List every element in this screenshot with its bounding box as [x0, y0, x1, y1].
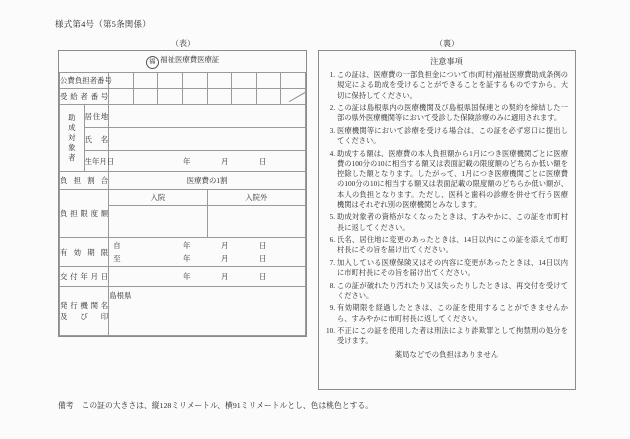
table-row	[60, 105, 306, 128]
label-char: 号	[100, 92, 109, 101]
birthdate-label	[84, 151, 115, 172]
notice-text: この証は、医療費の一部負担金について市(町村)福祉医療費助成条例の規定による助成を受けることができることを証するものですから、大切に保持してください。	[337, 71, 568, 100]
recipient-number-digit-cell[interactable]	[133, 89, 158, 105]
label-char: 名	[100, 301, 109, 310]
notice-text: 加入している医療保険又はその内容に変更があったときは、14日以内に市町村長にその旨を届け出てください。	[337, 258, 568, 278]
label-char: 発	[60, 301, 68, 310]
list-item	[325, 235, 568, 256]
label-char: 費	[67, 76, 75, 85]
label-char: び	[80, 312, 88, 321]
label-char: 担	[73, 176, 81, 185]
footnote	[58, 400, 373, 411]
year-marker: 年	[183, 272, 191, 281]
notice-number: 9.	[329, 304, 335, 313]
to-prefix: 至	[113, 254, 121, 263]
notice-number: 10.	[325, 327, 335, 336]
label-char: 年	[80, 272, 88, 281]
list-item	[325, 303, 568, 324]
label-char: 生	[84, 156, 92, 166]
copayment-limit-value-outpatient[interactable]	[207, 206, 305, 238]
label-char: 期	[87, 247, 95, 257]
label-char: 割	[87, 176, 95, 185]
notice-number: 1.	[329, 71, 335, 79]
validity-period-label	[60, 238, 109, 267]
label-char: 限	[80, 209, 88, 218]
label-char: 対	[68, 133, 76, 142]
residence-value[interactable]	[109, 105, 306, 128]
notice-text: 助成する額は、医療費の本人負担額から1月につき医療機関ごとに医療費の100分の10に相当する額又は表面記載の限度額のどちらか低い額を控除した額となります。したがって、1月につき医療機関ごとに医療費の100分の10に相当する額又は表面記載の限度額のどちらか低い額が、本人の負担となります。ただし、医科と歯科の診療を併せて行う医療機関はそれぞれ別の医療機関とみなします。	[337, 149, 568, 209]
label-char: 成	[68, 123, 76, 133]
label-char: 受	[60, 92, 68, 101]
table-row	[60, 128, 306, 151]
label-char: 者	[80, 92, 88, 101]
label-char: 担	[82, 76, 90, 85]
label-char: 居	[84, 111, 92, 121]
public-payer-number-digit-cell[interactable]	[109, 73, 134, 89]
fuku-badge-icon: 福	[146, 56, 159, 69]
year-marker: 年	[183, 156, 191, 166]
label-char: 番	[90, 92, 98, 101]
public-payer-number-digit-cell[interactable]	[133, 73, 158, 89]
label-char: 額	[100, 209, 109, 218]
list-item	[325, 212, 568, 233]
validity-period-value[interactable]	[109, 238, 306, 267]
name-label	[84, 128, 109, 151]
copayment-limit-column-header-outpatient: 入院外	[207, 190, 305, 206]
list-item	[325, 326, 568, 347]
issuing-organization-value: 島根県	[109, 287, 306, 336]
public-payer-number-digit-cell[interactable]	[256, 73, 281, 89]
birthdate-value[interactable]	[106, 151, 306, 172]
label-char: 月	[90, 272, 98, 281]
year-marker: 年	[183, 241, 191, 250]
public-payer-number-label	[60, 73, 112, 89]
recipient-number-digit-cell[interactable]	[207, 89, 232, 105]
notice-text: 不正にこの証を使用した者は刑法により詐欺罪として拘禁刑の処分を受けます。	[337, 327, 568, 346]
label-char: 及	[60, 312, 68, 321]
certificate-title-cell	[60, 51, 306, 73]
label-char: 限	[100, 247, 109, 257]
list-item	[325, 70, 568, 101]
recipient-number-label	[60, 89, 109, 105]
month-marker: 月	[221, 254, 229, 263]
label-char: 名	[100, 134, 109, 144]
notice-number: 5.	[329, 213, 335, 222]
label-char: 公	[60, 76, 68, 85]
public-payer-number-digit-cell[interactable]	[207, 73, 232, 89]
certificate-front-table	[59, 51, 306, 336]
notice-text: この証が破れたり汚れたり又は失ったりしたときは、再交付を受けてください。	[337, 281, 568, 300]
issuing-organization-label	[60, 287, 109, 336]
front-side-caption: （表）	[171, 39, 195, 48]
recipient-number-struck-cell	[281, 89, 306, 105]
table-row	[60, 73, 306, 89]
year-marker: 年	[183, 254, 191, 263]
month-marker: 月	[221, 156, 229, 166]
day-marker: 日	[259, 156, 267, 166]
copayment-limit-value-inpatient[interactable]	[109, 206, 207, 238]
label-char: 日	[100, 272, 109, 281]
notice-number: 6.	[329, 236, 335, 245]
recipient-number-digit-cell[interactable]	[232, 89, 257, 105]
list-item	[325, 258, 568, 279]
public-payer-number-digit-cell[interactable]	[182, 73, 207, 89]
notice-text: この証は島根県内の医療機関及び島根県国保連との契約を締結した一部の県外医療機関等において受診した保険診療のみに適用されます。	[337, 104, 568, 123]
label-char: 関	[90, 301, 98, 310]
label-char: 月	[99, 156, 107, 166]
notice-number: 4.	[329, 149, 335, 158]
recipient-number-digit-cell[interactable]	[256, 89, 281, 105]
recipient-number-digit-cell[interactable]	[158, 89, 183, 105]
label-char: 日	[106, 156, 115, 166]
recipient-number-digit-cell[interactable]	[109, 89, 134, 105]
list-item	[325, 281, 568, 302]
label-char: 度	[90, 209, 98, 218]
day-marker: 日	[259, 272, 267, 281]
form-number: 様式第4号（第5条関係）	[55, 19, 151, 29]
subject-vertical-label	[60, 105, 85, 172]
copayment-ratio-label	[60, 172, 109, 190]
label-char: 地	[100, 111, 109, 121]
footnote-label: 備考	[58, 401, 74, 410]
back-side-caption: （裏）	[435, 39, 459, 48]
name-value[interactable]	[109, 128, 306, 151]
label-char: 合	[100, 176, 109, 185]
pharmacy-note: 薬局などでの負担はありません	[394, 349, 499, 359]
list-item	[325, 126, 568, 147]
label-char: 機	[80, 301, 88, 310]
table-row	[60, 89, 306, 105]
month-marker: 月	[221, 272, 229, 281]
month-marker: 月	[221, 241, 229, 250]
issue-date-label	[60, 267, 109, 287]
notice-text: 氏名、居住地に変更のあったときは、14日以内にこの証を添えて市町村長にその旨を届け出てください。	[337, 236, 568, 255]
label-char: 者	[89, 76, 98, 85]
copayment-limit-label	[60, 190, 109, 238]
label-char: 助	[68, 113, 76, 123]
notice-number: 8.	[329, 281, 335, 290]
day-marker: 日	[259, 254, 267, 263]
label-char: 付	[70, 272, 78, 281]
recipient-number-digit-cell[interactable]	[182, 89, 207, 105]
label-char: 象	[68, 142, 76, 152]
footnote-text: この証の大きさは、縦128ミリメートル、横91ミリメートルとし、色は桃色とする。	[81, 401, 374, 410]
public-payer-number-digit-cell[interactable]	[232, 73, 257, 89]
label-char: 番	[97, 76, 105, 85]
label-char: 者	[68, 152, 76, 162]
certificate-back-panel	[318, 50, 576, 390]
table-row	[60, 190, 306, 206]
notice-section-title: 注意事項	[430, 57, 463, 66]
day-marker: 日	[259, 241, 267, 250]
public-payer-number-digit-cell[interactable]	[281, 73, 306, 89]
notice-number: 2.	[329, 104, 335, 113]
certificate-title: 福祉医療費医療証	[160, 55, 220, 64]
label-char: 負	[60, 209, 68, 218]
certificate-front-panel	[58, 50, 307, 337]
label-char: 号	[104, 76, 112, 85]
label-char: 給	[70, 92, 78, 101]
notice-text: 医療機関等において診療を受ける場合は、この証を必ず窓口に提出してください。	[337, 126, 568, 146]
table-row	[60, 238, 306, 267]
table-row	[60, 287, 306, 336]
list-item	[325, 103, 568, 124]
label-char: 効	[73, 247, 81, 257]
list-item	[325, 149, 568, 211]
copayment-ratio-value: 医療費の1割	[109, 172, 306, 190]
notice-text: 有効期限を経過したときは、この証を使用することができませんから、すみやかに市町村長に返してください。	[337, 304, 568, 323]
table-row	[60, 267, 306, 287]
label-char: 交	[60, 272, 68, 281]
residence-label	[84, 105, 109, 128]
label-char: 住	[92, 111, 101, 121]
label-char: 印	[100, 312, 109, 321]
notice-number: 3.	[329, 126, 335, 135]
copayment-limit-column-header-inpatient: 入院	[109, 190, 207, 206]
label-char: 年	[92, 156, 100, 166]
table-row	[60, 151, 306, 172]
label-char: 行	[70, 301, 78, 310]
label-char: 氏	[84, 134, 92, 144]
notice-text: 助成対象者の資格がなくなったときは、すみやかに、この証を市町村長に返してください。	[337, 213, 568, 232]
notice-number: 7.	[329, 258, 335, 267]
label-char: 担	[70, 209, 78, 218]
validity-to-line	[109, 252, 305, 265]
table-row	[60, 51, 306, 73]
label-char: 負	[60, 176, 68, 185]
validity-from-line	[109, 239, 305, 252]
from-prefix: 自	[113, 241, 121, 250]
label-char: 負	[74, 76, 83, 85]
table-row	[60, 172, 306, 190]
notice-list	[325, 70, 568, 347]
public-payer-number-digit-cell[interactable]	[158, 73, 183, 89]
issue-date-value[interactable]	[109, 267, 306, 287]
label-char: 有	[60, 247, 68, 257]
